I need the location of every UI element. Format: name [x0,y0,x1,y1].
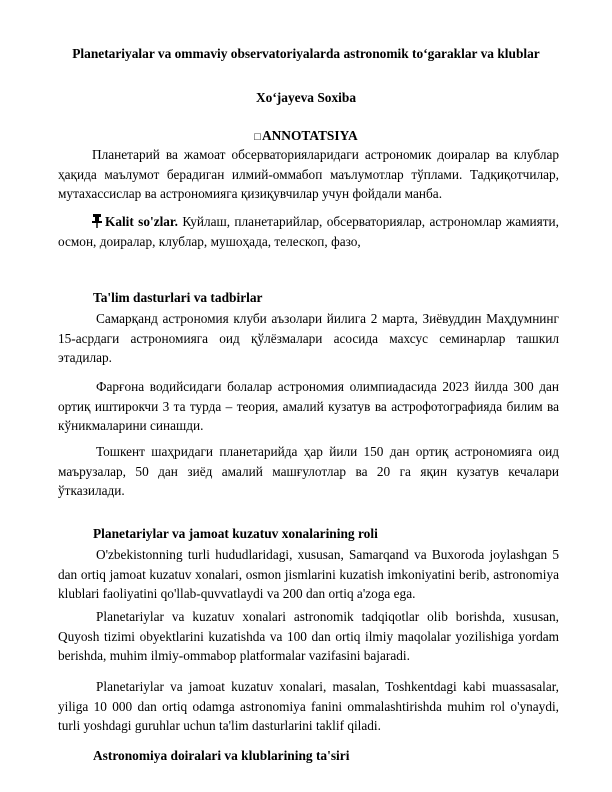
document-title: Planetariyalar va ommaviy observatoriyalarda astronomik to‘garaklar va klublar [72,46,540,61]
keywords-paragraph [58,212,559,251]
pushpin-icon [92,214,102,228]
box-glyph-icon: □ [254,131,261,143]
paragraph-popularization: Planetariylar va jamoat kuzatuv xonalari, masalan, Toshkentdagi kabi muassasalar, yiliga 10 000 dan ortiq odamga astronomiya fanini ommalashtirishda muhim rol o'ynaydi, turli yoshdagi guruhlar uchun ta'lim dasturlarini taklif qiladi. [58,679,559,733]
paragraph-fergana-olympiad: Фарғона водийсидаги болалар астрономия олимпиадасида 2023 йилда 300 дан ортиқ иштирокчи 3 та турда – теория, амалий кузатув ва астрофотографияда билим ва кўникмаларини синашди. [58,379,559,433]
paragraph-samarkand-club: Самарқанд астрономия клуби аъзолари йилига 2 марта, Зиёвуддин Маҳдумнинг 15-асрдаги астрономияга оид қўлёзмалари асосида махсус семинарлар ташкил этадилар. [58,311,559,365]
keywords-text: Куйлаш, планетарийлар, обсерваториялар, астрономлар жамияти, осмон, доиралар, клублар, мушоҳада, телескоп, фазо, [58,214,559,249]
keywords-label: Kalit so'zlar. [105,214,178,229]
annotation-paragraph [58,145,559,204]
section-heading-education: Ta'lim dasturlari va tadbirlar [93,290,263,305]
annotation-text: Планетарий ва жамоат обсерваторияларидаги астрономик доиралар ва клублар ҳақида маълумот берадиган илмий-оммабоп маълумотлар тўплами. Тадқиқотчилар, мутахассислар ва астрономияга қизиқувчилар учун фойдали манба. [58,147,559,201]
annotation-heading: ANNOTATSIYA [261,128,358,143]
section-heading-clubs-impact: Astronomiya doiralari va klublarining ta'siri [93,748,350,763]
section-heading-planetarium-role: Planetariylar va jamoat kuzatuv xonalarining roli [93,526,378,541]
paragraph-research-platforms: Planetariylar va kuzatuv xonalari astronomik tadqiqotlar olib borishda, xususan, Quyosh tizimi obyektlarini kuzatishda va 100 dan ortiq ilmiy maqolalar yozilishiga yordam berishda, muhim ilmiy-ommabop platformalar vazifasini bajaradi. [58,609,559,663]
paragraph-observatories: O'zbekistonning turli hududlaridagi, xususan, Samarqand va Buxoroda joylashgan 5 dan ortiq jamoat kuzatuv xonalari, osmon jismlarini kuzatish imkoniyatini berib, astronomiya klublari faoliyatini qo'llab-quvvatlaydi va 200 dan ortiq a'zoga ega. [58,547,559,601]
annotation-heading-row [30,128,582,144]
author-name: Xo‘jayeva Soxiba [255,90,357,105]
paragraph-tashkent-planetarium: Тошкент шаҳридаги планетарийда ҳар йили 150 дан ортиқ астрономияга оид маърузалар, 50 дан зиёд амалий машғулотлар ва 20 га яқин кузатув кечалари ўтказилади. [58,444,559,498]
